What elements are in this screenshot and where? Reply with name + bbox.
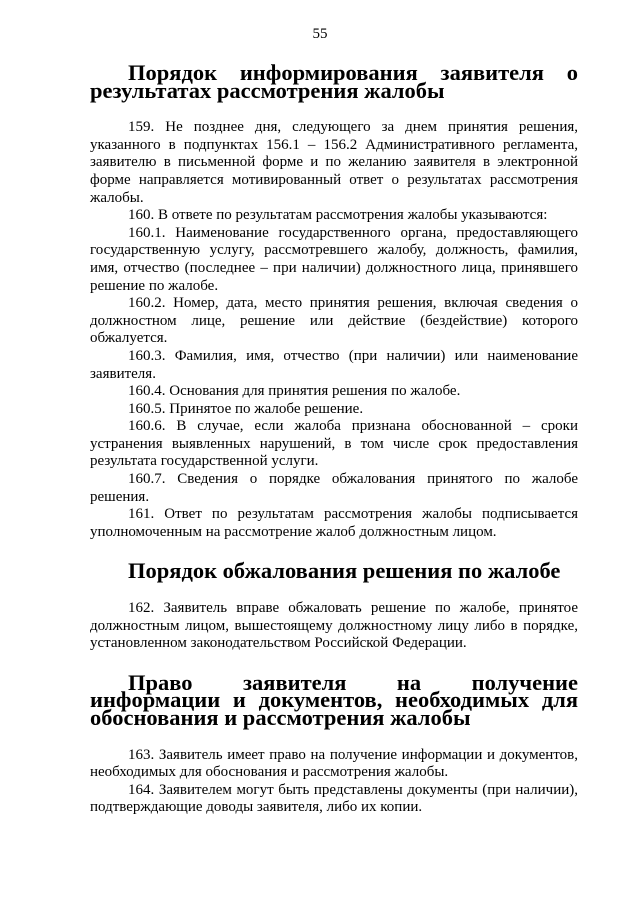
paragraph-164: 164. Заявителем могут быть представлены документы (при наличии), подтверждающие доводы заявителя, либо их копии.: [90, 781, 578, 816]
section-title-informing: Порядок информирования заявителя о результатах рассмотрения жалобы: [90, 60, 578, 103]
paragraph-162: 162. Заявитель вправе обжаловать решение по жалобе, принятое должностным лицом, вышестоящему должностному лицу либо в порядке, установленном законодательством Российской Федерации.: [90, 600, 578, 652]
paragraph-160: 160. В ответе по результатам рассмотрения жалобы указываются:: [128, 207, 548, 224]
paragraph-160-3: 160.3. Фамилия, имя, отчество (при наличии) или наименование заявителя.: [90, 347, 578, 382]
document-body: [90, 60, 578, 817]
section-appeal-decision: [90, 558, 578, 652]
paragraph-160-7: 160.7. Сведения о порядке обжалования принятого по жалобе решения.: [90, 471, 578, 505]
paragraph-160-6: 160.6. В случае, если жалоба признана обоснованной – сроки устранения выявленных нарушений, в том числе срок предоставления результата государственной услуги.: [90, 418, 578, 470]
paragraph-159: 159. Не позднее дня, следующего за днем принятия решения, указанного в подпунктах 156.1 – 156.2 Административного регламента, заявителю в письменной форме и по желанию заявителя в электронной форме направляется мотивированный ответ о результатах рассмотрения жалобы.: [90, 119, 578, 206]
section-right-to-information: [90, 669, 578, 817]
paragraph-161: 161. Ответ по результатам рассмотрения жалобы подписывается уполномоченным на рассмотрение жалоб должностным лицом.: [90, 506, 578, 540]
page-number: 55: [312, 26, 328, 42]
paragraph-160-2: 160.2. Номер, дата, место принятия решения, включая сведения о должностном лице, решение или действие (бездействие) которого обжалуется.: [90, 295, 578, 347]
section-title-appeal: Порядок обжалования решения по жалобе: [128, 558, 561, 584]
paragraph-160-1: 160.1. Наименование государственного органа, предоставляющего государственную услугу, рассмотревшего жалобу, должность, фамилия, имя, отчество (последнее – при наличии) должностного лица, принявшего решение по жалобе.: [90, 224, 578, 294]
paragraph-160-5: 160.5. Принятое по жалобе решение.: [128, 400, 364, 417]
paragraph-160-4: 160.4. Основания для принятия решения по жалобе.: [128, 383, 461, 400]
section-title-right-to-information: Право заявителя на получение информации и документов, необходимых для обоснования и рассмотрения жалобы: [90, 669, 578, 730]
paragraph-163: 163. Заявитель имеет право на получение информации и документов, необходимых для обоснования и рассмотрения жалобы.: [90, 746, 578, 781]
section-informing-applicant: [90, 60, 578, 541]
